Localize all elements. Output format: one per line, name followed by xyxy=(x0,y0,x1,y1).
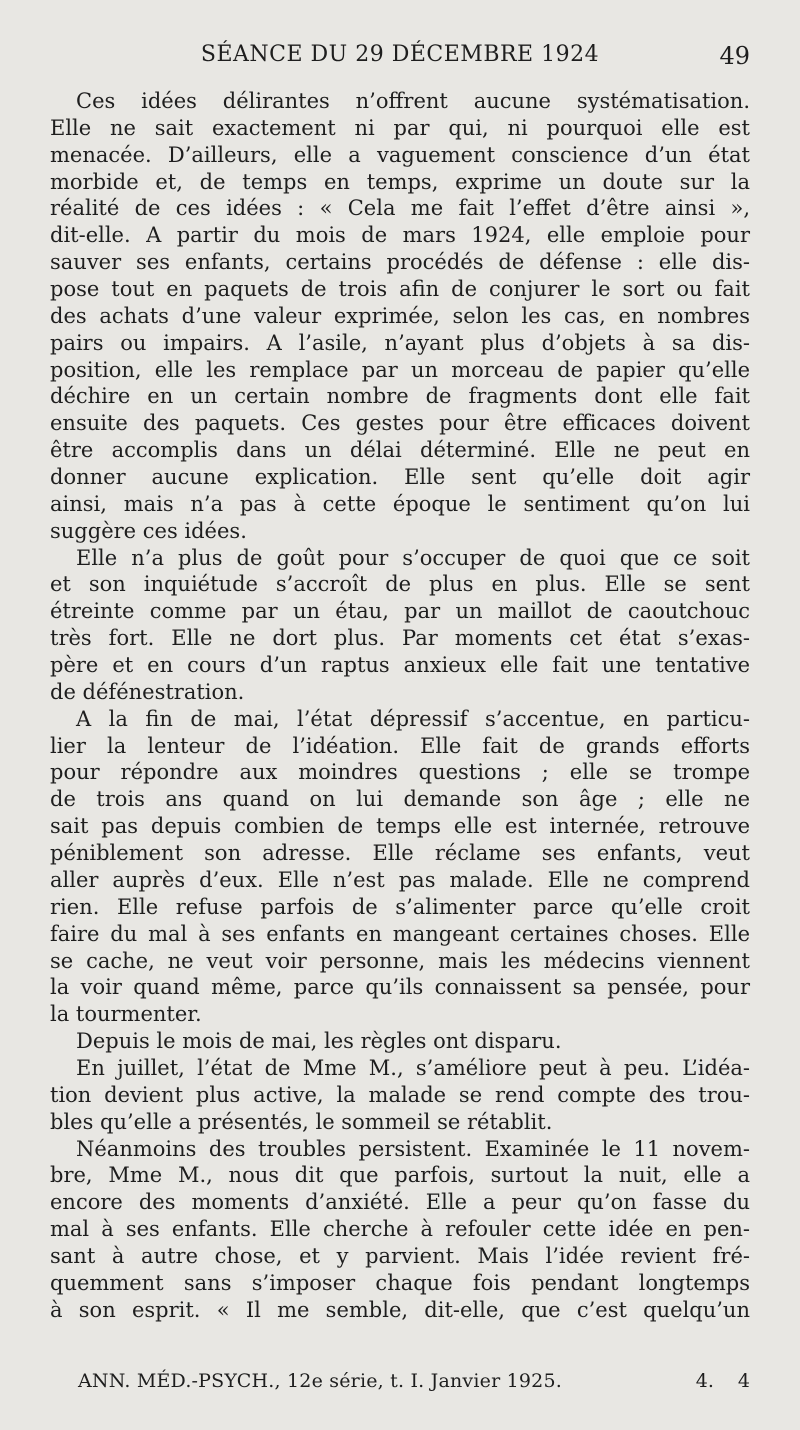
text-line: position, elle les remplace par un morceau de papier qu’elle xyxy=(50,357,750,382)
text-line: bles qu’elle a présentés, le sommeil se rétablit. xyxy=(50,1109,553,1134)
text-line: des achats d’une valeur exprimée, selon les cas, en nombres xyxy=(50,303,750,328)
text-line: sauver ses enfants, certains procédés de défense : elle dis- xyxy=(50,250,750,275)
text-line: péniblement son adresse. Elle réclame ses enfants, veut xyxy=(50,841,750,866)
text-line: bre, Mme M., nous dit que parfois, surtout la nuit, elle a xyxy=(50,1163,750,1188)
text-line: la tourmenter. xyxy=(50,1002,202,1027)
text-line: faire du mal à ses enfants en mangeant certaines choses. Elle xyxy=(50,921,750,946)
text-line: ainsi, mais n’a pas à cette époque le sentiment qu’on lui xyxy=(50,491,750,516)
text-line: mal à ses enfants. Elle cherche à refouler cette idée en pen- xyxy=(50,1217,750,1242)
text-line: déchire en un certain nombre de fragments dont elle fait xyxy=(50,384,750,409)
text-line: Néanmoins des troubles persistent. Examinée le 11 novem- xyxy=(76,1136,750,1161)
text-line: sant à autre chose, et y parvient. Mais l’idée revient fré- xyxy=(50,1243,750,1268)
footer xyxy=(78,1370,750,1400)
text-line: morbide et, de temps en temps, exprime un doute sur la xyxy=(50,169,750,194)
text-line: de trois ans quand on lui demande son âge ; elle ne xyxy=(50,787,750,812)
running-title: SÉANCE DU 29 DÉCEMBRE 1924 xyxy=(200,42,600,67)
text-line: Depuis le mois de mai, les règles ont disparu. xyxy=(76,1029,562,1054)
text-line: encore des moments d’anxiété. Elle a peur qu’on fasse du xyxy=(50,1190,750,1215)
text-line: pose tout en paquets de trois afin de conjurer le sort ou fait xyxy=(50,277,750,302)
footer-journal: ANN. MÉD.-PSYCH., 12e série, t. I. Janvier 1925. xyxy=(78,1370,562,1392)
text-line: père et en cours d’un raptus anxieux elle fait une tentative xyxy=(50,653,750,678)
text-line: de défénestration. xyxy=(50,679,245,704)
text-line: Ces idées délirantes n’offrent aucune systématisation. xyxy=(76,89,750,113)
text-line: Elle ne sait exactement ni par qui, ni pourquoi elle est xyxy=(50,115,750,140)
text-line: dit-elle. A partir du mois de mars 1924, elle emploie pour xyxy=(50,223,750,248)
text-line: menacée. D’ailleurs, elle a vaguement conscience d’un état xyxy=(50,142,750,167)
running-header xyxy=(50,42,750,76)
text-line: réalité de ces idées : « Cela me fait l’effet d’être ainsi », xyxy=(50,196,750,221)
text-line: être accomplis dans un délai déterminé. Elle ne peut en xyxy=(50,438,750,463)
text-line: A la fin de mai, l’état dépressif s’accentue, en particu- xyxy=(76,706,750,731)
text-line: à son esprit. « Il me semble, dit-elle, que c’est quelqu’un xyxy=(50,1297,750,1322)
body-text xyxy=(50,88,750,1324)
footer-signature: 4. 4 xyxy=(695,1370,750,1392)
text-line: tion devient plus active, la malade se rend compte des trou- xyxy=(50,1082,750,1107)
text-line: aller auprès d’eux. Elle n’est pas malade. Elle ne comprend xyxy=(50,867,750,892)
text-line: lier la lenteur de l’idéation. Elle fait de grands efforts xyxy=(50,733,750,758)
text-line: quemment sans s’imposer chaque fois pendant longtemps xyxy=(50,1270,750,1295)
text-line: sait pas depuis combien de temps elle est internée, retrouve xyxy=(50,814,750,839)
text-line: suggère ces idées. xyxy=(50,518,247,543)
text-line: la voir quand même, parce qu’ils connaissent sa pensée, pour xyxy=(50,975,750,1000)
page-number: 49 xyxy=(719,42,750,70)
text-line: se cache, ne veut voir personne, mais les médecins viennent xyxy=(50,948,750,973)
text-line: étreinte comme par un étau, par un maillot de caoutchouc xyxy=(50,599,750,624)
text-line: donner aucune explication. Elle sent qu’elle doit agir xyxy=(50,465,750,490)
text-line: Elle n’a plus de goût pour s’occuper de quoi que ce soit xyxy=(76,545,750,570)
text-line: ensuite des paquets. Ces gestes pour être efficaces doivent xyxy=(50,411,750,436)
text-line: pairs ou impairs. A l’asile, n’ayant plus d’objets à sa dis- xyxy=(50,330,750,355)
text-line: très fort. Elle ne dort plus. Par moments cet état s’exas- xyxy=(50,626,750,651)
text-line: rien. Elle refuse parfois de s’alimenter parce qu’elle croit xyxy=(50,894,750,919)
text-line: pour répondre aux moindres questions ; elle se trompe xyxy=(50,760,750,785)
text-line: et son inquiétude s’accroît de plus en plus. Elle se sent xyxy=(50,572,750,597)
text-line: En juillet, l’état de Mme M., s’améliore peut à peu. L’idéa- xyxy=(76,1055,750,1080)
